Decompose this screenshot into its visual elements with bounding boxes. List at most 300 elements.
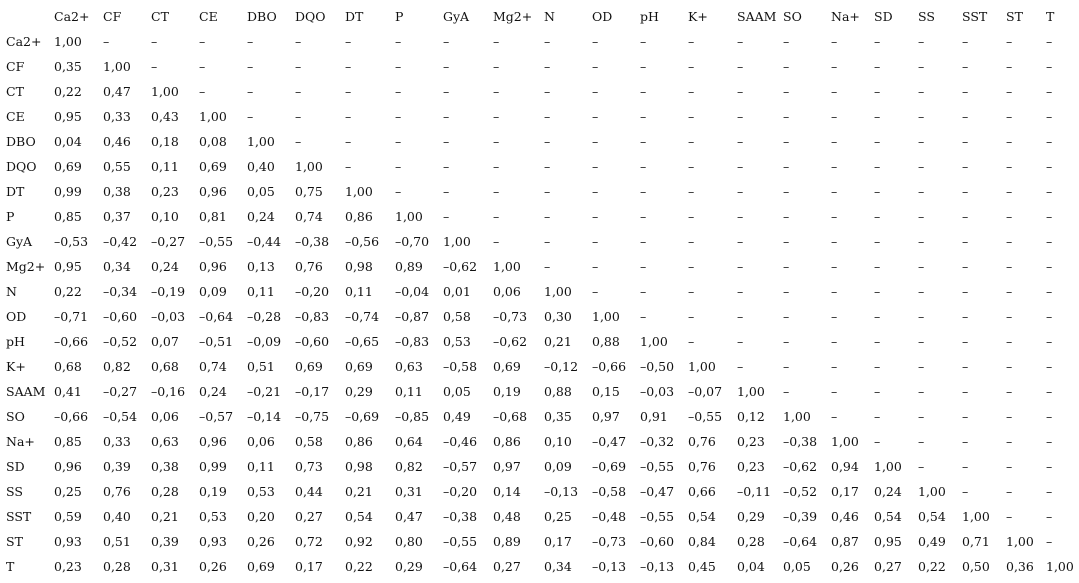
table-row [6,54,1074,79]
correlation-value: 0,99 [54,184,82,199]
correlation-value: 1,00 [345,184,373,199]
correlation-value: 0,09 [199,284,227,299]
correlation-value: 1,00 [443,234,471,249]
empty-cell-dash: – [640,234,647,249]
correlation-value: 0,04 [54,134,82,149]
empty-cell-dash: – [443,84,450,99]
table-row [6,254,1074,279]
correlation-value: –0,60 [103,309,138,324]
empty-cell-dash: – [737,184,744,199]
correlation-value: –0,56 [345,234,380,249]
empty-cell-dash: – [831,384,838,399]
empty-cell-dash: – [783,384,790,399]
row-label: DT [6,184,25,199]
correlation-value: –0,13 [592,559,627,574]
empty-cell-dash: – [962,184,969,199]
correlation-value: 1,00 [592,309,620,324]
empty-cell-dash: – [640,284,647,299]
correlation-value: 0,14 [493,484,521,499]
correlation-value: 0,73 [295,459,323,474]
column-header: pH [640,9,659,24]
correlation-value: –0,57 [443,459,478,474]
correlation-value: 0,21 [345,484,373,499]
correlation-value: 0,93 [199,534,227,549]
empty-cell-dash: – [688,134,695,149]
empty-cell-dash: – [962,484,969,499]
correlation-value: 0,54 [874,509,902,524]
empty-cell-dash: – [831,134,838,149]
empty-cell-dash: – [1006,259,1013,274]
correlation-value: 0,38 [103,184,131,199]
empty-cell-dash: – [831,109,838,124]
empty-cell-dash: – [1046,109,1053,124]
correlation-value: –0,58 [443,359,478,374]
correlation-value: 0,96 [199,259,227,274]
correlation-value: 0,01 [443,284,471,299]
column-header: N [544,9,555,24]
correlation-value: 0,29 [345,384,373,399]
correlation-value: 0,26 [247,534,275,549]
correlation-value: 0,96 [199,184,227,199]
empty-cell-dash: – [592,184,599,199]
correlation-value: 0,11 [345,284,373,299]
correlation-value: 0,76 [688,459,716,474]
empty-cell-dash: – [247,84,254,99]
column-header: Ca2+ [54,9,90,24]
correlation-value: 0,58 [295,434,323,449]
correlation-value: –0,64 [783,534,818,549]
correlation-value: 0,06 [247,434,275,449]
row-label: SD [6,459,25,474]
correlation-value: –0,55 [443,534,478,549]
correlation-value: 0,41 [54,384,82,399]
row-label: DQO [6,159,37,174]
empty-cell-dash: – [395,184,402,199]
correlation-value: 0,55 [103,159,131,174]
empty-cell-dash: – [918,284,925,299]
empty-cell-dash: – [1046,434,1053,449]
correlation-value: –0,65 [345,334,380,349]
correlation-value: 0,21 [544,334,572,349]
row-label: Na+ [6,434,35,449]
correlation-value: 0,43 [151,109,179,124]
empty-cell-dash: – [962,334,969,349]
correlation-value: 0,87 [831,534,859,549]
empty-cell-dash: – [1046,484,1053,499]
correlation-value: –0,58 [592,484,627,499]
correlation-value: 0,17 [831,484,859,499]
table-row [6,479,1074,504]
empty-cell-dash: – [544,209,551,224]
empty-cell-dash: – [831,84,838,99]
correlation-value: –0,38 [783,434,818,449]
empty-cell-dash: – [544,159,551,174]
empty-cell-dash: – [1006,509,1013,524]
correlation-value: 0,95 [874,534,902,549]
empty-cell-dash: – [737,34,744,49]
empty-cell-dash: – [592,109,599,124]
correlation-value: 1,00 [544,284,572,299]
correlation-value: 0,49 [443,409,471,424]
empty-cell-dash: – [783,309,790,324]
empty-cell-dash: – [443,34,450,49]
correlation-value: –0,53 [54,234,89,249]
empty-cell-dash: – [493,109,500,124]
empty-cell-dash: – [962,34,969,49]
empty-cell-dash: – [1006,309,1013,324]
empty-cell-dash: – [493,184,500,199]
row-label: CT [6,84,24,99]
correlation-value: 0,10 [151,209,179,224]
column-header: SS [918,9,935,24]
correlation-value: –0,62 [783,459,818,474]
correlation-value: 0,18 [151,134,179,149]
empty-cell-dash: – [874,34,881,49]
empty-cell-dash: – [345,59,352,74]
row-label: K+ [6,359,26,374]
empty-cell-dash: – [1006,409,1013,424]
correlation-value: 0,86 [345,209,373,224]
row-label: SS [6,484,23,499]
correlation-value: 0,53 [247,484,275,499]
correlation-value: 0,34 [103,259,131,274]
empty-cell-dash: – [544,109,551,124]
correlation-value: –0,44 [247,234,282,249]
correlation-value: –0,42 [103,234,138,249]
empty-cell-dash: – [640,309,647,324]
correlation-value: 1,00 [54,34,82,49]
correlation-value: 0,39 [151,534,179,549]
column-header: P [395,9,404,24]
empty-cell-dash: – [247,34,254,49]
table-row [6,154,1074,179]
correlation-value: 1,00 [688,359,716,374]
correlation-value: –0,73 [493,309,528,324]
correlation-value: –0,27 [103,384,138,399]
empty-cell-dash: – [831,309,838,324]
correlation-value: 0,23 [151,184,179,199]
empty-cell-dash: – [874,234,881,249]
correlation-value: 0,51 [247,359,275,374]
correlation-value: 0,37 [103,209,131,224]
row-label: T [6,559,15,574]
correlation-value: 0,28 [151,484,179,499]
correlation-value: –0,11 [737,484,772,499]
empty-cell-dash: – [1006,284,1013,299]
correlation-value: –0,12 [544,359,579,374]
correlation-value: 0,35 [54,59,82,74]
correlation-value: –0,50 [640,359,675,374]
empty-cell-dash: – [737,84,744,99]
empty-cell-dash: – [737,334,744,349]
correlation-value: 0,46 [831,509,859,524]
correlation-value: 0,35 [544,409,572,424]
correlation-value: 0,36 [1006,559,1034,574]
empty-cell-dash: – [783,209,790,224]
correlation-value: 0,11 [247,284,275,299]
correlation-value: –0,54 [103,409,138,424]
empty-cell-dash: – [640,259,647,274]
correlation-value: 0,59 [54,509,82,524]
empty-cell-dash: – [395,59,402,74]
empty-cell-dash: – [592,159,599,174]
empty-cell-dash: – [1046,334,1053,349]
correlation-matrix-table [6,4,1074,579]
correlation-value: –0,57 [199,409,234,424]
correlation-value: –0,62 [493,334,528,349]
empty-cell-dash: – [737,259,744,274]
empty-cell-dash: – [874,184,881,199]
empty-cell-dash: – [783,84,790,99]
table-row [6,129,1074,154]
correlation-value: 0,49 [918,534,946,549]
empty-cell-dash: – [962,259,969,274]
correlation-value: 0,94 [831,459,859,474]
row-label: CF [6,59,25,74]
correlation-value: –0,17 [295,384,330,399]
column-header: OD [592,9,613,24]
correlation-value: –0,09 [247,334,282,349]
empty-cell-dash: – [1046,159,1053,174]
row-label: SO [6,409,25,424]
empty-cell-dash: – [918,434,925,449]
empty-cell-dash: – [395,159,402,174]
empty-cell-dash: – [493,84,500,99]
empty-cell-dash: – [199,34,206,49]
correlation-value: 0,06 [151,409,179,424]
empty-cell-dash: – [831,409,838,424]
empty-cell-dash: – [783,334,790,349]
row-label: OD [6,309,27,324]
correlation-value: 0,13 [247,259,275,274]
table-row [6,529,1074,554]
correlation-value: 1,00 [962,509,990,524]
empty-cell-dash: – [783,284,790,299]
correlation-value: 0,68 [151,359,179,374]
correlation-value: 1,00 [493,259,521,274]
correlation-value: 1,00 [783,409,811,424]
empty-cell-dash: – [688,234,695,249]
correlation-value: 0,34 [544,559,572,574]
empty-cell-dash: – [918,34,925,49]
empty-cell-dash: – [918,459,925,474]
correlation-value: –0,70 [395,234,430,249]
correlation-value: 0,24 [199,384,227,399]
empty-cell-dash: – [544,34,551,49]
empty-cell-dash: – [783,359,790,374]
empty-cell-dash: – [592,34,599,49]
empty-cell-dash: – [395,84,402,99]
correlation-value: 1,00 [199,109,227,124]
empty-cell-dash: – [962,134,969,149]
correlation-value: 0,99 [199,459,227,474]
row-label: SAAM [6,384,46,399]
correlation-value: 0,07 [151,334,179,349]
table-row [6,429,1074,454]
empty-cell-dash: – [918,84,925,99]
empty-cell-dash: – [592,234,599,249]
empty-cell-dash: – [688,209,695,224]
empty-cell-dash: – [151,34,158,49]
correlation-value: 0,92 [345,534,373,549]
empty-cell-dash: – [783,159,790,174]
empty-cell-dash: – [493,59,500,74]
empty-cell-dash: – [295,59,302,74]
empty-cell-dash: – [1046,59,1053,74]
correlation-value: –0,62 [443,259,478,274]
row-label: Ca2+ [6,34,42,49]
empty-cell-dash: – [295,34,302,49]
empty-cell-dash: – [918,409,925,424]
correlation-value: –0,20 [295,284,330,299]
correlation-value: 0,96 [54,459,82,474]
correlation-value: –0,03 [640,384,675,399]
correlation-value: 0,84 [688,534,716,549]
empty-cell-dash: – [831,284,838,299]
empty-cell-dash: – [918,209,925,224]
column-header: CF [103,9,122,24]
column-header: SD [874,9,893,24]
correlation-value: 0,11 [151,159,179,174]
empty-cell-dash: – [688,84,695,99]
correlation-value: 0,06 [493,284,521,299]
row-label: ST [6,534,23,549]
empty-cell-dash: – [544,259,551,274]
correlation-value: 0,54 [918,509,946,524]
empty-cell-dash: – [1006,184,1013,199]
empty-cell-dash: – [962,209,969,224]
correlation-value: 1,00 [103,59,131,74]
empty-cell-dash: – [1046,259,1053,274]
empty-cell-dash: – [874,409,881,424]
correlation-value: –0,87 [395,309,430,324]
empty-cell-dash: – [592,259,599,274]
empty-cell-dash: – [1046,309,1053,324]
correlation-value: 1,00 [1006,534,1034,549]
empty-cell-dash: – [918,384,925,399]
correlation-value: 0,27 [295,509,323,524]
empty-cell-dash: – [1006,384,1013,399]
correlation-value: 0,26 [831,559,859,574]
correlation-value: –0,52 [783,484,818,499]
correlation-value: 0,39 [103,459,131,474]
correlation-value: –0,13 [640,559,675,574]
correlation-value: –0,04 [395,284,430,299]
empty-cell-dash: – [493,209,500,224]
table-row [6,379,1074,404]
correlation-value: 0,20 [247,509,275,524]
column-header: SST [962,9,988,24]
correlation-value: 0,28 [737,534,765,549]
correlation-value: 0,25 [544,509,572,524]
empty-cell-dash: – [640,159,647,174]
correlation-value: –0,68 [493,409,528,424]
empty-cell-dash: – [831,159,838,174]
empty-cell-dash: – [737,309,744,324]
correlation-value: 0,05 [443,384,471,399]
table-row [6,504,1074,529]
correlation-value: 0,19 [493,384,521,399]
empty-cell-dash: – [688,59,695,74]
column-header: CT [151,9,169,24]
empty-cell-dash: – [247,109,254,124]
empty-cell-dash: – [874,84,881,99]
correlation-value: –0,51 [199,334,234,349]
empty-cell-dash: – [1006,359,1013,374]
empty-cell-dash: – [1006,84,1013,99]
correlation-value: 0,11 [395,384,423,399]
empty-cell-dash: – [640,184,647,199]
empty-cell-dash: – [1046,534,1053,549]
correlation-value: –0,28 [247,309,282,324]
correlation-value: –0,69 [345,409,380,424]
empty-cell-dash: – [640,134,647,149]
corner-cell [6,4,54,29]
empty-cell-dash: – [874,284,881,299]
correlation-value: 0,76 [295,259,323,274]
empty-cell-dash: – [1006,109,1013,124]
correlation-value: 0,28 [103,559,131,574]
empty-cell-dash: – [962,234,969,249]
empty-cell-dash: – [737,109,744,124]
empty-cell-dash: – [831,34,838,49]
empty-cell-dash: – [1046,459,1053,474]
empty-cell-dash: – [199,84,206,99]
empty-cell-dash: – [874,209,881,224]
correlation-value: 0,93 [54,534,82,549]
correlation-value: –0,83 [295,309,330,324]
column-header: Na+ [831,9,860,24]
empty-cell-dash: – [345,109,352,124]
empty-cell-dash: – [688,159,695,174]
correlation-value: 0,86 [345,434,373,449]
column-header: DQO [295,9,326,24]
empty-cell-dash: – [1006,34,1013,49]
correlation-value: 0,69 [295,359,323,374]
correlation-value: –0,85 [395,409,430,424]
row-label: pH [6,334,25,349]
empty-cell-dash: – [688,334,695,349]
empty-cell-dash: – [874,134,881,149]
empty-cell-dash: – [783,234,790,249]
correlation-value: –0,55 [688,409,723,424]
correlation-value: –0,13 [544,484,579,499]
correlation-value: 0,51 [103,534,131,549]
header-row [6,4,1074,29]
correlation-value: 0,04 [737,559,765,574]
empty-cell-dash: – [1046,234,1053,249]
correlation-value: 0,31 [395,484,423,499]
correlation-value: 0,69 [247,559,275,574]
correlation-value: 0,69 [54,159,82,174]
correlation-value: 0,23 [54,559,82,574]
table-row [6,104,1074,129]
empty-cell-dash: – [1006,209,1013,224]
correlation-value: –0,69 [592,459,627,474]
empty-cell-dash: – [443,209,450,224]
correlation-value: 0,31 [151,559,179,574]
correlation-value: 0,88 [544,384,572,399]
correlation-value: 0,25 [54,484,82,499]
correlation-value: –0,66 [54,334,89,349]
correlation-value: 0,47 [103,84,131,99]
empty-cell-dash: – [443,134,450,149]
correlation-value: 0,82 [103,359,131,374]
empty-cell-dash: – [395,134,402,149]
empty-cell-dash: – [962,284,969,299]
correlation-value: –0,21 [247,384,282,399]
empty-cell-dash: – [831,59,838,74]
